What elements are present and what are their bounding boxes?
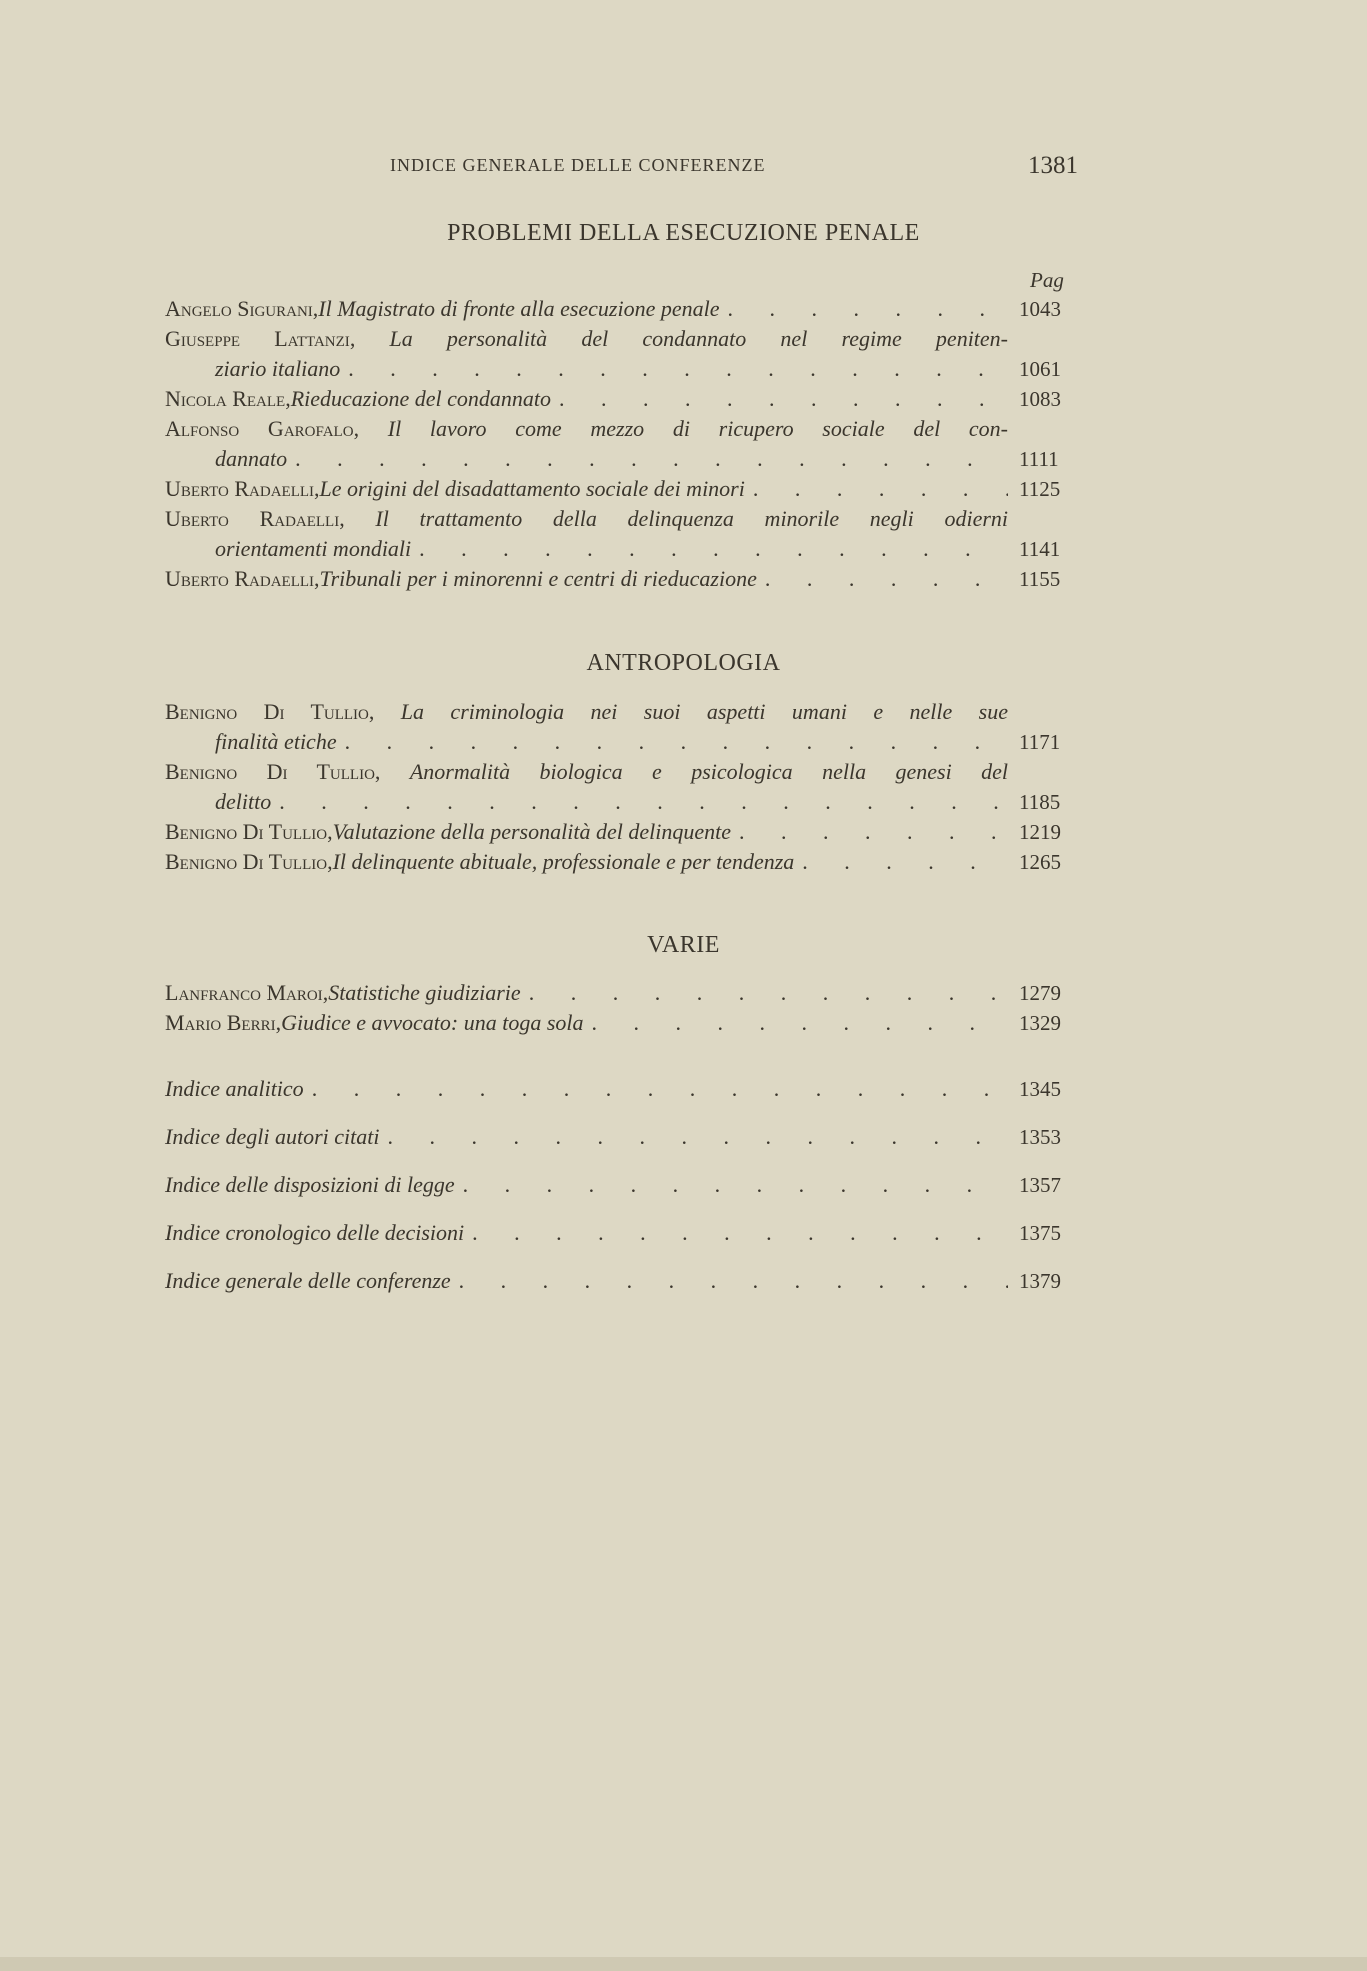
index-line	[165, 1266, 1008, 1296]
index-entry	[165, 1218, 1081, 1248]
entry-line-continued	[165, 444, 1008, 474]
index-line	[165, 1122, 1008, 1152]
entry-author: Benigno Di Tullio ,	[165, 699, 401, 724]
dot-leader	[745, 474, 1008, 504]
index-page: 1379	[1019, 1269, 1061, 1293]
toc-entry	[165, 847, 1081, 877]
toc-entry	[165, 474, 1081, 504]
dot-leader	[451, 1266, 1008, 1296]
index-page: 1357	[1019, 1173, 1061, 1197]
entry-page: 1061	[1019, 357, 1061, 381]
entry-line	[165, 1008, 1008, 1038]
toc-entry	[165, 757, 1081, 817]
entry-author: Uberto Radaelli ,	[165, 564, 320, 594]
dot-leader	[340, 354, 1008, 384]
toc-entry	[165, 414, 1081, 474]
entry-author: Uberto Radaelli ,	[165, 474, 320, 504]
dot-leader	[379, 1122, 1008, 1152]
toc-entry	[165, 384, 1081, 414]
entry-page: 1043	[1019, 297, 1061, 321]
dot-leader	[720, 294, 1008, 324]
entry-title: Valutazione della personalità del delinquente	[332, 819, 731, 844]
index-entry	[165, 1266, 1081, 1296]
entry-page: 1171	[1019, 730, 1061, 754]
section-entries	[165, 294, 1081, 594]
entry-author: Alfonso Garofalo ,	[165, 416, 388, 441]
section-title: VARIE	[647, 932, 720, 958]
dot-leader	[304, 1074, 1008, 1104]
entry-page: 1279	[1019, 981, 1061, 1005]
section-entries	[165, 697, 1081, 877]
index-line	[165, 1170, 1008, 1200]
toc-entry	[165, 564, 1081, 594]
index-page: 1353	[1019, 1125, 1061, 1149]
entry-title-continued: ziario italiano	[215, 356, 341, 381]
entry-title: Il Magistrato di fronte alla esecuzione penale	[318, 296, 720, 321]
dot-leader	[287, 444, 1008, 474]
entry-page: 1185	[1019, 790, 1061, 814]
dot-leader	[757, 564, 1008, 594]
entry-author: Benigno Di Tullio ,	[165, 847, 333, 877]
entry-title: Il delinquente abituale, professionale e per tendenza	[332, 849, 795, 874]
toc-entry	[165, 324, 1081, 384]
entry-page: 1329	[1019, 1011, 1061, 1035]
entry-line	[165, 847, 1008, 877]
entry-page: 1083	[1019, 387, 1061, 411]
entry-author: Nicola Reale ,	[165, 384, 291, 414]
entry-page: 1265	[1019, 850, 1061, 874]
dot-leader	[731, 817, 1008, 847]
pag-label: Pag	[1030, 268, 1064, 292]
index-entry	[165, 1074, 1081, 1104]
toc-entry	[165, 294, 1081, 324]
entry-author: Mario Berri ,	[165, 1008, 281, 1038]
index-title: Indice analitico	[165, 1076, 304, 1101]
entry-line-continued	[165, 727, 1008, 757]
toc-entry	[165, 1008, 1081, 1038]
entry-line	[165, 504, 1008, 534]
entry-page: 1141	[1019, 537, 1061, 561]
dot-leader	[464, 1218, 1008, 1248]
entry-title: Il trattamento della delinquenza minorile negli odierni	[375, 506, 1009, 531]
index-title: Indice generale delle conferenze	[165, 1268, 451, 1293]
entry-author: Benigno Di Tullio ,	[165, 759, 410, 784]
toc-entry	[165, 697, 1081, 757]
entry-line	[165, 294, 1008, 324]
dot-leader	[521, 978, 1008, 1008]
entry-title: Giudice e avvocato: una toga sola	[281, 1010, 584, 1035]
entry-page: 1111	[1019, 447, 1059, 471]
index-page: 1345	[1019, 1077, 1061, 1101]
entry-author: Benigno Di Tullio ,	[165, 817, 333, 847]
entry-line-continued	[165, 354, 1008, 384]
entry-page: 1125	[1019, 477, 1061, 501]
index-title: Indice cronologico delle decisioni	[165, 1220, 465, 1245]
page-bottom-edge	[0, 1957, 1367, 1971]
entry-line	[165, 817, 1008, 847]
dot-leader	[455, 1170, 1008, 1200]
entry-title: Rieducazione del condannato	[290, 386, 551, 411]
entry-page: 1155	[1019, 567, 1061, 591]
entry-line	[165, 978, 1008, 1008]
entry-title: Tribunali per i minorenni e centri di rieducazione	[319, 566, 757, 591]
entry-title: La personalità del condannato nel regime peniten-	[389, 326, 1009, 351]
indices-list	[165, 1074, 1081, 1314]
entry-author: Angelo Sigurani ,	[165, 294, 318, 324]
section-title: ANTROPOLOGIA	[586, 650, 781, 676]
entry-title-continued: orientamenti mondiali	[215, 536, 412, 561]
section-title: PROBLEMI DELLA ESECUZIONE PENALE	[447, 220, 920, 246]
entry-line	[165, 757, 1008, 787]
index-line	[165, 1074, 1008, 1104]
entry-title: Il lavoro come mezzo di ricupero sociale del con-	[387, 416, 1008, 441]
entry-line-continued	[165, 787, 1008, 817]
entry-line	[165, 697, 1008, 727]
entry-author: Giuseppe Lattanzi ,	[165, 326, 390, 351]
index-title: Indice degli autori citati	[165, 1124, 380, 1149]
dot-leader	[584, 1008, 1008, 1038]
toc-entry	[165, 978, 1081, 1008]
toc-entry	[165, 817, 1081, 847]
dot-leader	[337, 727, 1008, 757]
entry-title: La criminologia nei suoi aspetti umani e nelle sue	[400, 699, 1008, 724]
entry-title-continued: dannato	[215, 446, 288, 471]
dot-leader	[271, 787, 1008, 817]
entry-title-continued: finalità etiche	[215, 729, 337, 754]
entry-page: 1219	[1019, 820, 1061, 844]
index-title: Indice delle disposizioni di legge	[165, 1172, 455, 1197]
entry-title: Statistiche giudiziarie	[328, 980, 521, 1005]
index-entry	[165, 1170, 1081, 1200]
entry-title: Anormalità biologica e psicologica nella genesi del	[409, 759, 1008, 784]
page-number: 1381	[1028, 152, 1078, 179]
dot-leader	[551, 384, 1008, 414]
entry-line	[165, 474, 1008, 504]
entry-title-continued: delitto	[215, 789, 272, 814]
dot-leader	[411, 534, 1008, 564]
entry-author: Lanfranco Maroi ,	[165, 978, 328, 1008]
index-line	[165, 1218, 1008, 1248]
dot-leader	[794, 847, 1008, 877]
entry-line-continued	[165, 534, 1008, 564]
entry-line	[165, 324, 1008, 354]
toc-entry	[165, 504, 1081, 564]
index-entry	[165, 1122, 1081, 1152]
entry-author: Uberto Radaelli ,	[165, 506, 375, 531]
entry-line	[165, 564, 1008, 594]
running-head: INDICE GENERALE DELLE CONFERENZE	[390, 155, 766, 175]
index-page: 1375	[1019, 1221, 1061, 1245]
entry-line	[165, 384, 1008, 414]
entry-title: Le origini del disadattamento sociale dei minori	[319, 476, 745, 501]
entry-line	[165, 414, 1008, 444]
section-entries	[165, 978, 1081, 1038]
